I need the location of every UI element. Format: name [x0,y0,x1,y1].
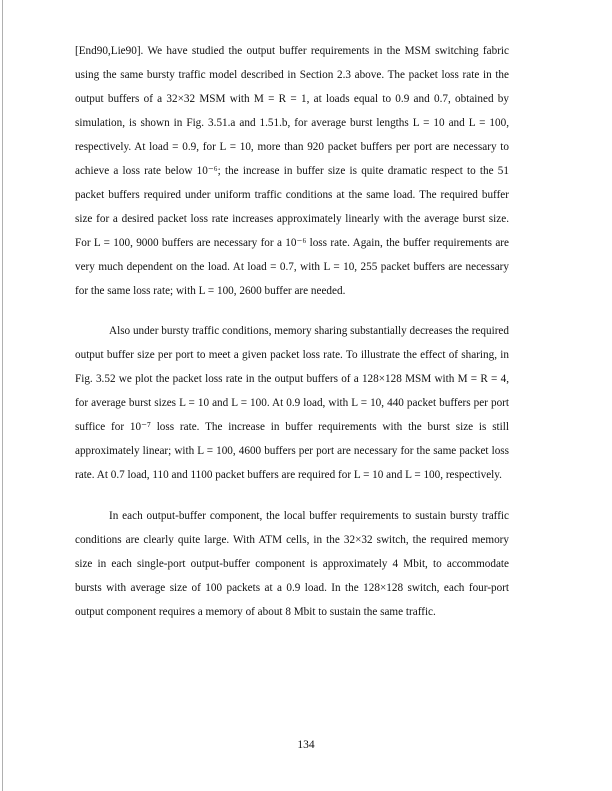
paragraph-local-buffer-requirements: In each output-buffer component, the local buffer requirements to sustain bursty traffic conditions are clearly quite large. With ATM cells, in the 32×32 switch, the required memory size in each single-port output-buffer component is approximately 4 Mbit, to accommodate bursts with average size of 100 packets at a 0.9 load. In the 128×128 switch, each four-port output component requires a memory of about 8 Mbit to sustain the same traffic. [75,510,509,618]
document-body [75,40,509,625]
page-left-edge-rule [2,0,3,791]
page-number: 134 [297,739,315,751]
paragraph-output-buffer-requirements: [End90,Lie90]. We have studied the output buffer requirements in the MSM switching fabric using the same bursty traffic model described in Section 2.3 above. The packet loss rate in the output buffers of a 32×32 MSM with M = R = 1, at loads equal to 0.9 and 0.7, obtained by simulation, is shown in Fig. 3.51.a and 1.51.b, for average burst lengths L = 10 and L = 100, respectively. At load = 0.9, for L = 10, more than 920 packet buffers per port are necessary to achieve a loss rate below 10⁻⁶; the increase in buffer size is quite dramatic respect to the 51 packet buffers required under uniform traffic conditions at the same load. The required buffer size for a desired packet loss rate increases approximately linearly with the average burst size. For L = 100, 9000 buffers are necessary for a 10⁻⁶ loss rate. Again, the buffer requirements are very much dependent on the load. At load = 0.7, with L = 10, 255 packet buffers are necessary for the same loss rate; with L = 100, 2600 buffer are needed. [75,45,509,297]
paragraph-memory-sharing: Also under bursty traffic conditions, memory sharing substantially decreases the required output buffer size per port to meet a given packet loss rate. To illustrate the effect of sharing, in Fig. 3.52 we plot the packet loss rate in the output buffers of a 128×128 MSM with M = R = 4, for average burst sizes L = 10 and L = 100. At 0.9 load, with L = 10, 440 packet buffers per port suffice for 10⁻⁷ loss rate. The increase in buffer requirements with the burst size is still approximately linear; with L = 100, 4600 buffers per port are necessary for the same packet loss rate. At 0.7 load, 110 and 1100 packet buffers are required for L = 10 and L = 100, respectively. [75,325,509,482]
